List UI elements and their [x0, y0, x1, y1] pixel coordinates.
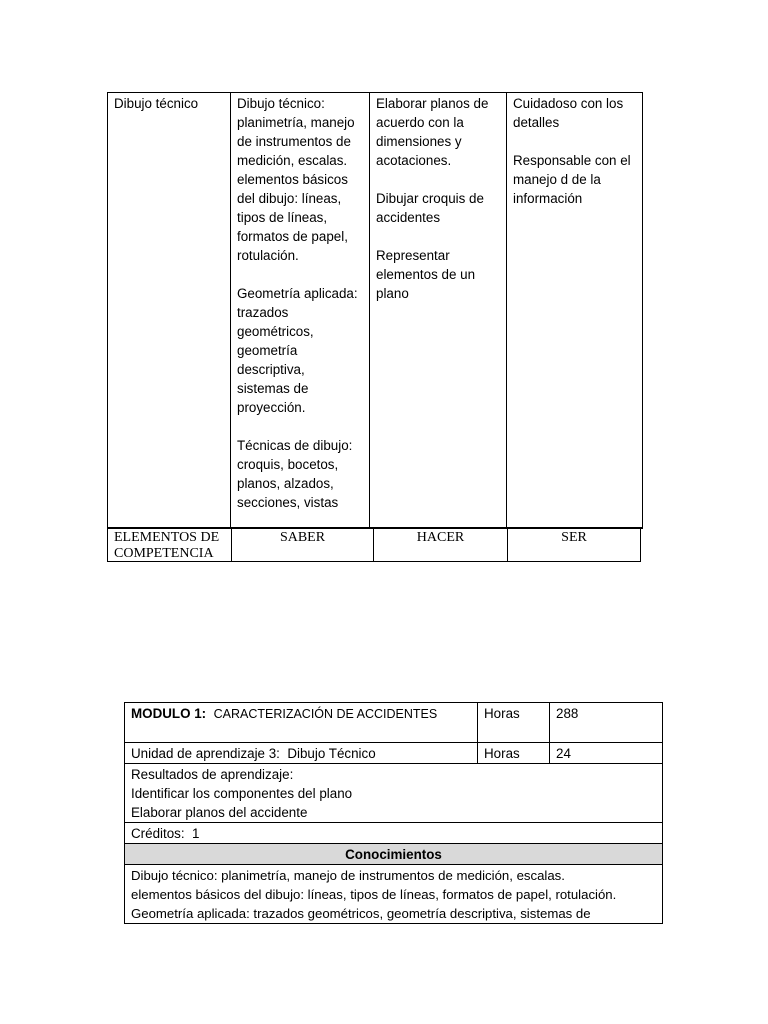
knowledge-row [125, 865, 663, 924]
unit-hours: 24 [550, 743, 663, 764]
module-hours: 288 [550, 703, 663, 743]
credits: Créditos: 1 [125, 823, 663, 844]
hours-label: Horas [478, 703, 550, 743]
learning-results: Resultados de aprendizaje: Identificar los componentes del plano Elaborar planos del accidente [125, 764, 663, 823]
table-border-right [642, 92, 643, 528]
ser-cell: Cuidadoso con los detalles Responsable con el manejo d de la información [513, 96, 631, 206]
knowledge-header: Conocimientos [125, 844, 663, 865]
module-title: CARACTERIZACIÓN DE ACCIDENTES [213, 707, 438, 721]
knowledge-content: Dibujo técnico: planimetría, manejo de instrumentos de medición, escalas. elementos básicos del dibujo: líneas, tipos de líneas, formatos de papel, rotulación. Geometría aplicada: trazados geométricos, geometría descriptiva, sistemas de [125, 865, 663, 924]
knowledge-header-row [125, 844, 663, 865]
header-saber: SABER [279, 530, 326, 545]
table-border-middle [107, 527, 643, 529]
header-ser: SER [561, 530, 587, 545]
credits-row [125, 823, 663, 844]
header-elementos: ELEMENTOS DE COMPETENCIA [114, 530, 220, 561]
module-label: MODULO 1: [131, 706, 207, 721]
hacer-cell: Elaborar planos de acuerdo con la dimensiones y acotaciones. Dibujar croquis de accidentes Representar elementos de un plano [376, 96, 489, 301]
table-border-left [107, 92, 108, 562]
header-hacer: HACER [416, 530, 465, 545]
element-name-cell: Dibujo técnico [114, 96, 199, 111]
table-border-right [640, 528, 641, 562]
unit-title: Unidad de aprendizaje 3: Dibujo Técnico [125, 743, 478, 764]
module-title-cell [125, 703, 478, 743]
module-table [124, 702, 663, 924]
saber-cell: Dibujo técnico: planimetría, manejo de instrumentos de medición, escalas. elementos básicos del dibujo: líneas, tipos de líneas, formatos de papel, rotulación. Geometría aplicada: trazados geométricos, geometría descriptiva, sistemas de proyección. Técnicas de dibujo: croquis, bocetos, planos, alzados, secciones, vistas [237, 96, 358, 510]
hours-label: Horas [478, 743, 550, 764]
module-row [125, 703, 663, 743]
results-row [125, 764, 663, 823]
unit-row [125, 743, 663, 764]
